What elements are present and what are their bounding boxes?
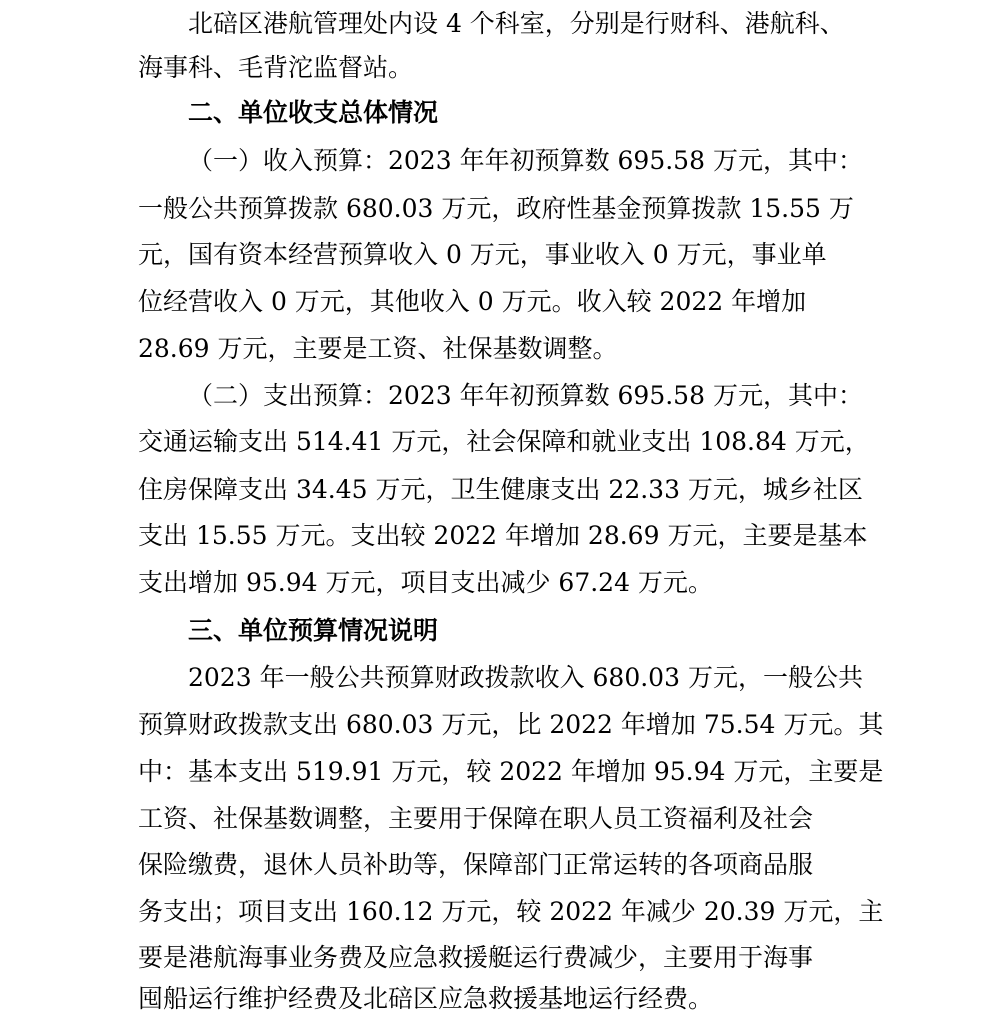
text-line: 囤船运行维护经费及北碚区应急救援基地运行经费。 <box>138 984 714 1013</box>
section-heading: 三、单位预算情况说明 <box>188 616 439 645</box>
text-line: 工资、社保基数调整，主要用于保障在职人员工资福利及社会 <box>138 804 814 833</box>
text-line: 支出 15.55 万元。支出较 2022 年增加 28.69 万元，主要是基本 <box>138 521 868 550</box>
text-line: 住房保障支出 34.45 万元，卫生健康支出 22.33 万元，城乡社区 <box>138 475 863 504</box>
text-line: 位经营收入 0 万元，其他收入 0 万元。收入较 2022 年增加 <box>138 287 807 316</box>
text-line: 交通运输支出 514.41 万元，社会保障和就业支出 108.84 万元， <box>138 427 870 456</box>
text-line: 保险缴费，退休人员补助等，保障部门正常运转的各项商品服 <box>138 850 814 879</box>
section-heading: 二、单位收支总体情况 <box>188 98 439 127</box>
text-line: 要是港航海事业务费及应急救援艇运行费减少，主要用于海事 <box>138 943 814 972</box>
text-line: 2023 年一般公共预算财政拨款收入 680.03 万元，一般公共 <box>188 663 863 692</box>
text-line: 中：基本支出 519.91 万元，较 2022 年增加 95.94 万元，主要是 <box>138 757 884 786</box>
text-line: 支出增加 95.94 万元，项目支出减少 67.24 万元。 <box>138 568 713 597</box>
text-line: 海事科、毛背沱监督站。 <box>138 53 414 82</box>
text-line: 北碚区港航管理处内设 4 个科室，分别是行财科、港航科、 <box>188 9 845 38</box>
text-line: 务支出；项目支出 160.12 万元，较 2022 年减少 20.39 万元，主 <box>138 897 884 926</box>
text-line: 预算财政拨款支出 680.03 万元，比 2022 年增加 75.54 万元。其 <box>138 710 884 739</box>
text-line: （一）收入预算：2023 年年初预算数 695.58 万元，其中： <box>188 146 863 175</box>
text-line: 元，国有资本经营预算收入 0 万元，事业收入 0 万元，事业单 <box>138 240 827 269</box>
text-line: 28.69 万元，主要是工资、社保基数调整。 <box>138 334 618 363</box>
text-line: （二）支出预算：2023 年年初预算数 695.58 万元，其中： <box>188 381 863 410</box>
text-line: 一般公共预算拨款 680.03 万元，政府性基金预算拨款 15.55 万 <box>138 194 854 223</box>
